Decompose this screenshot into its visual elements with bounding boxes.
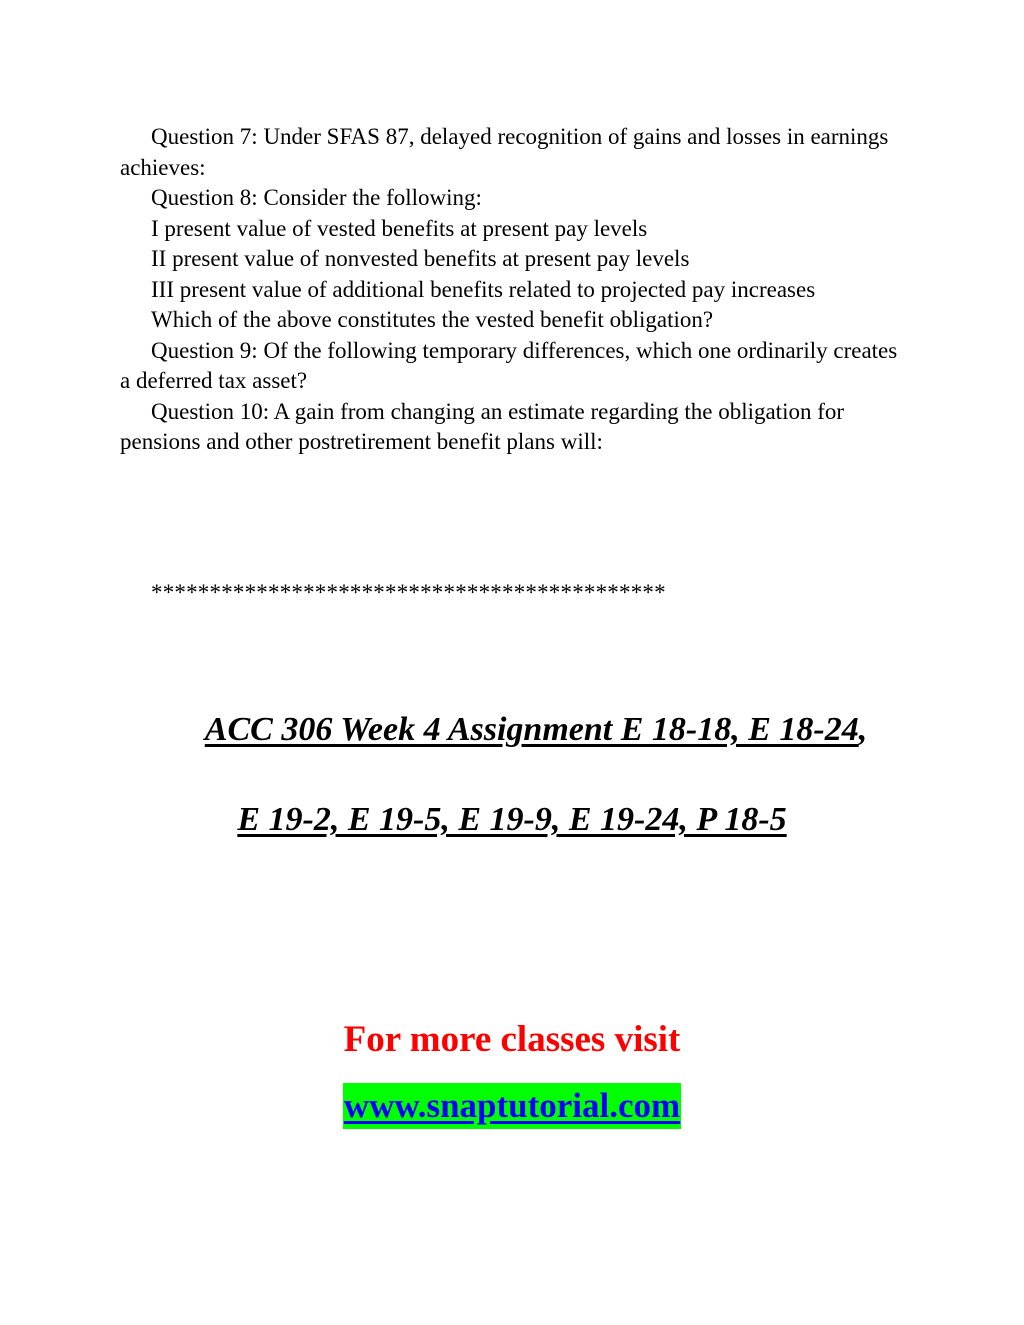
assignment-title-comma: , <box>858 711 868 748</box>
promo-text: For more classes visit <box>343 1019 681 1060</box>
assignment-title-text-1: ACC 306 Week 4 Assignment E 18-18, E 18-24 <box>204 711 859 748</box>
assignment-title-line-2 <box>0 800 1024 840</box>
separator: ******************************************** <box>151 580 666 605</box>
promo-link-container <box>0 1083 1024 1129</box>
option-ii: II present value of nonvested benefits at present pay levels <box>151 246 690 271</box>
question-8-prompt: Which of the above constitutes the vested benefit obligation? <box>151 307 714 332</box>
question-list <box>120 122 910 458</box>
question-7: Question 7: Under SFAS 87, delayed recognition of gains and losses in earnings achieves: <box>120 124 889 180</box>
assignment-title-line-1 <box>24 710 1024 750</box>
question-9: Question 9: Of the following temporary differences, which one ordinarily creates a deferred tax asset? <box>120 337 898 393</box>
question-10: Question 10: A gain from changing an estimate regarding the obligation for pensions and other postretirement benefit plans will: <box>120 398 845 454</box>
assignment-title-text-2: E 19-2, E 19-5, E 19-9, E 19-24, P 18-5 <box>237 801 787 838</box>
snaptutorial-link[interactable]: www.snaptutorial.com <box>343 1083 681 1129</box>
option-i: I present value of vested benefits at present pay levels <box>151 215 648 241</box>
question-8: Question 8: Consider the following: <box>151 185 482 210</box>
option-iii: III present value of additional benefits related to projected pay increases <box>151 276 816 302</box>
